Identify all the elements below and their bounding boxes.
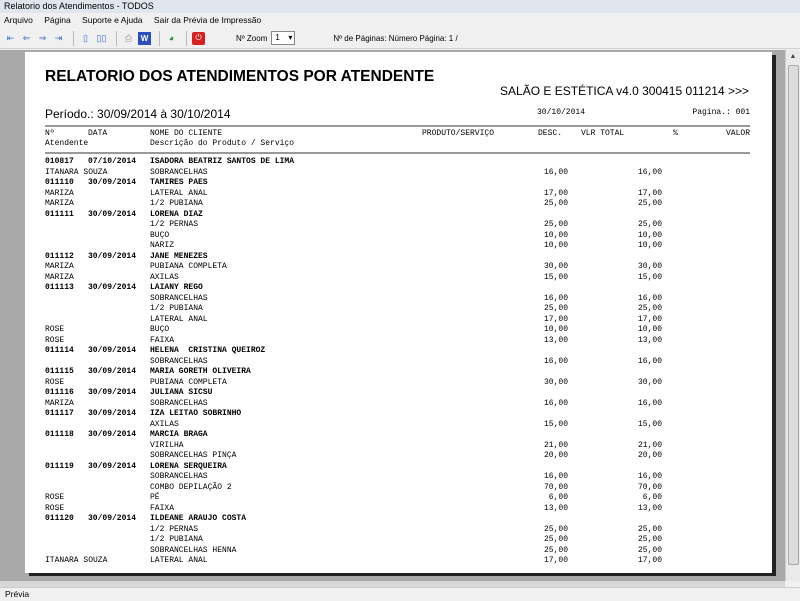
header-valor: VALOR xyxy=(725,129,750,138)
col-name: SOBRANCELHAS PINÇA xyxy=(150,451,237,460)
col-name: 1/2 PUBIANA xyxy=(150,304,203,313)
col-name: 1/2 PUBIANA xyxy=(150,199,203,208)
col-produto-valor: 16,00 xyxy=(543,356,568,366)
header-data: DATA xyxy=(88,129,108,138)
col-name: PUBIANA COMPLETA xyxy=(150,377,227,387)
col-produto-valor: 16,00 xyxy=(543,293,568,303)
col-produto-valor: 17,00 xyxy=(543,556,568,565)
col-a: 011112 xyxy=(45,251,74,261)
divider xyxy=(186,31,187,46)
two-pages-icon[interactable]: ▯▯ xyxy=(96,32,107,43)
service-row xyxy=(45,325,750,336)
service-row xyxy=(45,220,750,231)
col-vlr-total: 16,00 xyxy=(637,398,662,408)
header-pct: % xyxy=(673,129,678,138)
visit-row xyxy=(45,346,750,357)
menu-suporte[interactable]: Suporte e Ajuda xyxy=(82,15,143,25)
scroll-thumb[interactable] xyxy=(788,65,799,565)
col-name: NARIZ xyxy=(150,241,175,250)
next-page-icon[interactable]: ⇒ xyxy=(38,32,47,43)
col-produto-valor: 16,00 xyxy=(543,398,568,408)
report-rows xyxy=(45,157,750,567)
last-page-icon[interactable]: ⇥ xyxy=(54,32,63,43)
service-row xyxy=(45,357,750,368)
col-name: PUBIANA COMPLETA xyxy=(150,262,227,271)
col-vlr-total: 13,00 xyxy=(637,335,662,345)
col-name: HELENA CRISTINA QUEIROZ xyxy=(150,346,266,355)
visit-row xyxy=(45,210,750,221)
col-vlr-total: 70,00 xyxy=(637,482,662,492)
col-name: LATERAL ANAL xyxy=(150,188,208,198)
col-produto-valor: 16,00 xyxy=(543,167,568,177)
col-a: MARIZA xyxy=(45,262,74,271)
menu-bar xyxy=(0,13,800,27)
col-date: 30/09/2014 xyxy=(88,283,137,292)
service-row xyxy=(45,315,750,326)
close-icon[interactable]: ⏻ xyxy=(192,32,205,45)
col-date: 30/09/2014 xyxy=(88,178,137,187)
col-vlr-total: 15,00 xyxy=(637,419,662,429)
visit-row xyxy=(45,283,750,294)
col-vlr-total: 17,00 xyxy=(637,188,662,198)
col-vlr-total: 21,00 xyxy=(637,440,662,450)
service-row xyxy=(45,493,750,504)
toolbar xyxy=(0,28,800,49)
col-name: LATERAL ANAL xyxy=(150,556,208,565)
col-a: 011118 xyxy=(45,430,74,439)
col-date: 30/09/2014 xyxy=(88,461,137,471)
divider xyxy=(116,31,117,46)
col-name: SOBRANCELHAS xyxy=(150,398,208,408)
service-row xyxy=(45,336,750,347)
visit-row xyxy=(45,430,750,441)
col-name: 1/2 PUBIANA xyxy=(150,535,203,544)
col-date: 30/09/2014 xyxy=(88,514,137,523)
service-row xyxy=(45,420,750,431)
service-row xyxy=(45,472,750,483)
col-a: 011110 xyxy=(45,178,74,187)
col-produto-valor: 13,00 xyxy=(543,335,568,345)
col-date: 30/09/2014 xyxy=(88,430,137,439)
col-a: ROSE xyxy=(45,335,65,345)
service-row xyxy=(45,199,750,210)
col-vlr-total: 10,00 xyxy=(637,230,662,240)
visit-row xyxy=(45,409,750,420)
col-name: JULIANA SICSU xyxy=(150,388,213,397)
service-row xyxy=(45,546,750,557)
col-name: COMBO DEPILAÇÃO 2 xyxy=(150,482,232,492)
col-produto-valor: 15,00 xyxy=(543,419,568,429)
col-name: FAIXA xyxy=(150,503,175,513)
col-a: 011116 xyxy=(45,388,74,397)
col-produto-valor: 30,00 xyxy=(543,262,568,271)
col-vlr-total: 25,00 xyxy=(637,304,662,313)
col-name: JANE MENEZES xyxy=(150,251,208,261)
col-a: 011111 xyxy=(45,209,74,219)
service-row xyxy=(45,294,750,305)
col-name: BUÇO xyxy=(150,230,170,240)
pages-label: Nº de Páginas: Número Página: 1 / xyxy=(333,33,458,43)
col-vlr-total: 10,00 xyxy=(637,241,662,250)
col-produto-valor: 25,00 xyxy=(543,199,568,208)
col-date: 30/09/2014 xyxy=(88,346,137,355)
col-a: ITANARA SOUZA xyxy=(45,556,108,565)
col-produto-valor: 10,00 xyxy=(543,230,568,240)
col-produto-valor: 25,00 xyxy=(543,535,568,544)
col-produto-valor: 10,00 xyxy=(543,241,568,250)
col-a: ROSE xyxy=(45,325,65,334)
service-row xyxy=(45,525,750,536)
col-a: ITANARA SOUZA xyxy=(45,167,108,177)
column-headers xyxy=(45,129,750,151)
col-vlr-total: 17,00 xyxy=(637,556,662,565)
col-vlr-total: 25,00 xyxy=(637,220,662,229)
col-vlr-total: 30,00 xyxy=(637,262,662,271)
col-name: LORENA SERQUEIRA xyxy=(150,461,227,471)
col-produto-valor: 20,00 xyxy=(543,451,568,460)
service-row xyxy=(45,378,750,389)
col-vlr-total: 13,00 xyxy=(637,503,662,513)
menu-arquivo[interactable]: Arquivo xyxy=(4,15,33,25)
col-a: 011117 xyxy=(45,409,74,418)
report-period: Período.: 30/09/2014 à 30/10/2014 xyxy=(45,107,231,121)
visit-row xyxy=(45,388,750,399)
service-row xyxy=(45,535,750,546)
service-row xyxy=(45,168,750,179)
col-vlr-total: 25,00 xyxy=(637,545,662,555)
divider xyxy=(159,31,160,46)
col-name: ILDEANE ARAUJO COSTA xyxy=(150,514,247,523)
col-vlr-total: 30,00 xyxy=(637,377,662,387)
system-name: SALÃO E ESTÉTICA v4.0 300415 011214 >>> xyxy=(500,84,749,98)
col-vlr-total: 16,00 xyxy=(637,356,662,366)
zoom-label: Nº Zoom xyxy=(236,33,268,43)
divider xyxy=(73,31,74,46)
col-name: IZA LEITAO SOBRINHO xyxy=(150,409,242,418)
visit-row xyxy=(45,367,750,378)
col-name: SOBRANCELHAS HENNA xyxy=(150,545,237,555)
col-produto-valor: 17,00 xyxy=(543,188,568,198)
divider xyxy=(45,125,750,127)
col-name: MARCIA BRAGA xyxy=(150,430,208,439)
col-a: 010817 xyxy=(45,157,74,166)
col-date: 30/09/2014 xyxy=(88,209,137,219)
col-name: AXILAS xyxy=(150,419,179,429)
divider xyxy=(45,152,750,154)
menu-pagina[interactable]: Página xyxy=(44,15,71,25)
vertical-scrollbar[interactable] xyxy=(785,50,800,581)
col-vlr-total: 10,00 xyxy=(637,325,662,334)
col-a: ROSE xyxy=(45,377,65,387)
status-bar: Prévia xyxy=(0,587,800,600)
col-vlr-total: 16,00 xyxy=(637,167,662,177)
service-row xyxy=(45,273,750,284)
col-a: 011115 xyxy=(45,367,74,376)
col-name: LATERAL ANAL xyxy=(150,314,208,324)
visit-row xyxy=(45,462,750,473)
col-date: 30/09/2014 xyxy=(88,409,137,418)
menu-sair-previa[interactable]: Sair da Prévia de Impressão xyxy=(153,15,262,25)
print-icon[interactable]: ⎙ xyxy=(124,32,133,43)
col-name: VIRILHA xyxy=(150,440,184,450)
word-export-icon[interactable]: W xyxy=(138,32,151,45)
col-a: 011113 xyxy=(45,283,74,292)
col-date: 30/09/2014 xyxy=(88,251,137,261)
col-vlr-total: 25,00 xyxy=(637,524,662,534)
col-a: MARIZA xyxy=(45,188,74,198)
report-page xyxy=(25,52,772,573)
service-row xyxy=(45,483,750,494)
col-produto-valor: 25,00 xyxy=(543,524,568,534)
service-row xyxy=(45,441,750,452)
service-row xyxy=(45,504,750,515)
col-vlr-total: 25,00 xyxy=(637,199,662,208)
scroll-up-icon[interactable]: ▲ xyxy=(789,53,797,60)
col-produto-valor: 25,00 xyxy=(543,304,568,313)
col-name: FAIXA xyxy=(150,335,175,345)
visit-row xyxy=(45,252,750,263)
service-row xyxy=(45,556,750,567)
col-a: ROSE xyxy=(45,493,65,502)
col-a: MARIZA xyxy=(45,272,74,282)
col-name: SOBRANCELHAS xyxy=(150,356,208,366)
col-produto-valor: 16,00 xyxy=(543,472,568,481)
header-desc: DESC. xyxy=(538,129,563,138)
col-vlr-total: 16,00 xyxy=(637,472,662,481)
col-a: 011119 xyxy=(45,461,74,471)
col-vlr-total: 17,00 xyxy=(637,314,662,324)
col-name: BUÇO xyxy=(150,325,170,334)
col-vlr-total: 20,00 xyxy=(637,451,662,460)
col-produto-valor: 15,00 xyxy=(543,272,568,282)
col-name: LAIANY REGO xyxy=(150,283,203,292)
col-vlr-total: 25,00 xyxy=(637,535,662,544)
col-produto-valor: 17,00 xyxy=(543,314,568,324)
col-date: 30/09/2014 xyxy=(88,367,137,376)
col-vlr-total: 6,00 xyxy=(642,493,662,502)
zoom-select[interactable]: 1 ▾ xyxy=(271,31,295,45)
service-row xyxy=(45,189,750,200)
col-name: SOBRANCELHAS xyxy=(150,167,208,177)
col-name: 1/2 PERNAS xyxy=(150,524,199,534)
col-produto-valor: 6,00 xyxy=(548,493,568,502)
col-produto-valor: 21,00 xyxy=(543,440,568,450)
export-icon[interactable]: ◕ xyxy=(168,33,175,43)
header-produto: PRODUTO/SERVIÇO xyxy=(422,129,495,138)
col-date: 07/10/2014 xyxy=(88,157,137,166)
col-vlr-total: 16,00 xyxy=(637,293,662,303)
header-atendente: Atendente xyxy=(45,139,89,148)
report-page-number: Pagina.: 001 xyxy=(692,108,750,117)
col-name: SOBRANCELHAS xyxy=(150,472,208,481)
report-date: 30/10/2014 xyxy=(537,108,586,117)
service-row xyxy=(45,241,750,252)
col-produto-valor: 70,00 xyxy=(543,482,568,492)
col-a: 011120 xyxy=(45,514,74,523)
col-name: SOBRANCELHAS xyxy=(150,293,208,303)
col-vlr-total: 15,00 xyxy=(637,272,662,282)
preview-area xyxy=(0,50,785,581)
col-name: 1/2 PERNAS xyxy=(150,220,199,229)
col-name: MARIA GORETH OLIVEIRA xyxy=(150,367,251,376)
visit-row xyxy=(45,514,750,525)
service-row xyxy=(45,304,750,315)
col-produto-valor: 30,00 xyxy=(543,377,568,387)
col-a: MARIZA xyxy=(45,398,74,408)
col-a: MARIZA xyxy=(45,199,74,208)
col-produto-valor: 13,00 xyxy=(543,503,568,513)
col-date: 30/09/2014 xyxy=(88,388,137,397)
col-name: LORENA DIAZ xyxy=(150,209,203,219)
header-descricao: Descrição do Produto / Serviço xyxy=(150,139,295,148)
col-name: PÉ xyxy=(150,493,160,502)
service-row xyxy=(45,399,750,410)
col-produto-valor: 10,00 xyxy=(543,325,568,334)
col-a: ROSE xyxy=(45,503,65,513)
window-title: Relatorio dos Atendimentos - TODOS xyxy=(0,0,800,13)
visit-row xyxy=(45,157,750,168)
header-no: Nº xyxy=(45,129,55,138)
prev-page-icon[interactable]: ⇐ xyxy=(22,32,31,43)
service-row xyxy=(45,262,750,273)
first-page-icon[interactable]: ⇤ xyxy=(6,32,15,43)
col-name: ISADORA BEATRIZ SANTOS DE LIMA xyxy=(150,157,295,166)
col-name: AXILAS xyxy=(150,272,179,282)
header-cliente: NOME DO CLIENTE xyxy=(150,129,223,138)
col-produto-valor: 25,00 xyxy=(543,220,568,229)
col-name: TAMIRES PAES xyxy=(150,178,208,187)
report-title: RELATORIO DOS ATENDIMENTOS POR ATENDENTE xyxy=(45,68,435,85)
service-row xyxy=(45,231,750,242)
header-vlr-total: VLR TOTAL xyxy=(581,129,625,138)
col-a: 011114 xyxy=(45,346,74,355)
service-row xyxy=(45,451,750,462)
col-produto-valor: 25,00 xyxy=(543,545,568,555)
visit-row xyxy=(45,178,750,189)
single-page-icon[interactable]: ▯ xyxy=(83,32,88,43)
